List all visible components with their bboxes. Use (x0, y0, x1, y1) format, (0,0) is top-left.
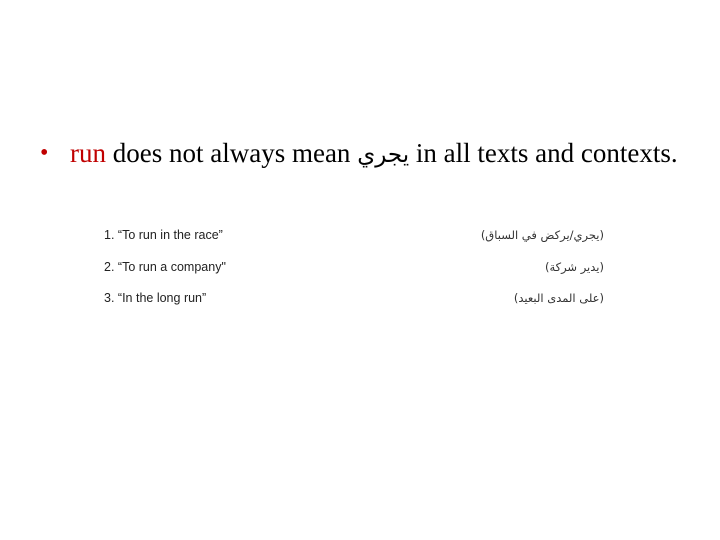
example-arabic: (يدير شركة) (544, 260, 604, 274)
example-number: 1. (104, 228, 115, 242)
arabic-word: يجري (357, 142, 410, 168)
example-english (104, 260, 226, 274)
example-number: 2. (104, 260, 115, 274)
bullet-text-end: in all texts and contexts. (409, 138, 678, 168)
bullet-text-middle: does not always mean (106, 138, 358, 168)
example-english-text: “To run in the race” (117, 228, 223, 242)
example-arabic: (يجري/يركض في السباق) (480, 228, 604, 242)
example-english (104, 228, 223, 242)
example-english (104, 291, 206, 305)
keyword-run: run (70, 138, 106, 168)
example-row (104, 291, 604, 311)
bullet-text (70, 136, 700, 172)
example-english-text: “To run a company" (117, 260, 226, 274)
example-arabic: (على المدى البعيد) (513, 291, 604, 305)
example-row (104, 260, 604, 280)
example-english-text: “In the long run” (117, 291, 207, 305)
example-number: 3. (104, 291, 115, 305)
example-row (104, 228, 604, 248)
bullet-dot-icon: • (40, 140, 49, 166)
